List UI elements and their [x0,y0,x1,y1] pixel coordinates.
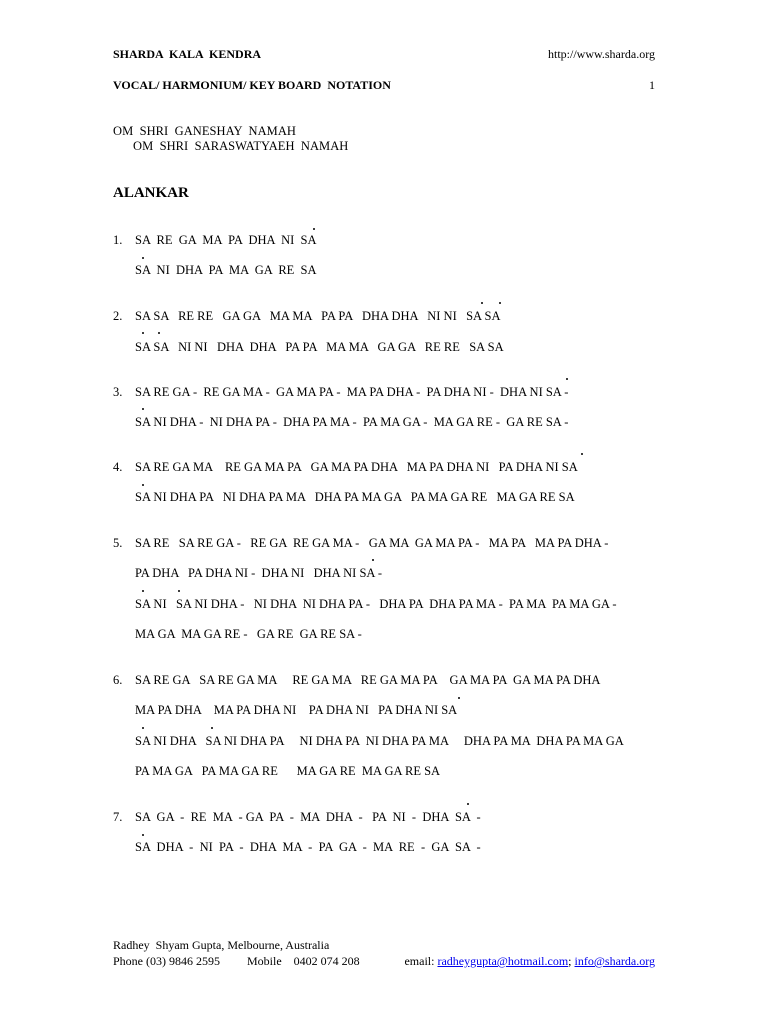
footer-author: Radhey Shyam Gupta, Melbourne, Australia [113,938,330,952]
email-label: email: [404,954,438,968]
document-subtitle: VOCAL/ HARMONIUM/ KEY BOARD NOTATION [113,78,391,92]
octave-dot [142,484,144,486]
octave-dot [581,453,583,455]
org-name: SHARDA KALA KENDRA [113,47,262,61]
octave-dot [142,834,144,836]
email-link-personal[interactable]: radheygupta@hotmail.com [437,954,569,968]
notation-line: SA RE SA RE GA - RE GA RE GA MA - GA MA GA MA PA - MA PA MA PA DHA - [135,536,609,550]
exercise-number: 6. [113,673,123,687]
octave-dot [142,727,144,729]
notation-line: SA NI SA NI DHA - NI DHA NI DHA PA - DHA PA DHA PA MA - PA MA PA MA GA - [135,597,617,611]
notation-line: PA MA GA PA MA GA RE MA GA RE MA GA RE SA [135,764,441,778]
footer-email [404,954,655,969]
invocation-line-1: OM SHRI GANESHAY NAMAH [113,124,296,138]
notation-line: SA RE GA MA RE GA MA PA GA MA PA DHA MA PA DHA NI PA DHA NI SA [135,460,578,474]
email-link-info[interactable]: info@sharda.org [574,954,655,968]
email-separator: ; [568,954,575,968]
octave-dot [178,590,180,592]
notation-line: SA RE GA MA PA DHA NI SA [135,233,317,247]
notation-line: SA SA RE RE GA GA MA MA PA PA DHA DHA NI NI SA SA [135,309,501,323]
exercise-number: 4. [113,460,123,474]
notation-line: SA NI DHA PA NI DHA PA MA DHA PA MA GA PA MA GA RE MA GA RE SA [135,490,575,504]
exercise-number: 3. [113,385,123,399]
notation-line: SA SA NI NI DHA DHA PA PA MA MA GA GA RE RE SA SA [135,340,504,354]
exercise-number: 5. [113,536,123,550]
octave-dot [566,378,568,380]
octave-dot [481,302,483,304]
octave-dot [467,803,469,805]
notation-line: SA NI DHA PA MA GA RE SA [135,263,317,277]
exercise-number: 1. [113,233,123,247]
page-number: 1 [649,78,655,92]
octave-dot [313,228,315,230]
exercise-number: 7. [113,810,123,824]
invocation-line-2: OM SHRI SARASWATYAEH NAMAH [133,139,349,153]
section-title: ALANKAR [113,185,189,201]
exercise-number: 2. [113,309,123,323]
octave-dot [142,408,144,410]
octave-dot [142,257,144,259]
notation-line: SA GA - RE MA - GA PA - MA DHA - PA NI - DHA SA - [135,810,481,824]
notation-line: MA GA MA GA RE - GA RE GA RE SA - [135,627,362,641]
notation-line: SA DHA - NI PA - DHA MA - PA GA - MA RE - GA SA - [135,840,481,854]
notation-line: MA PA DHA MA PA DHA NI PA DHA NI PA DHA NI SA [135,703,458,717]
notation-line: SA NI DHA - NI DHA PA - DHA PA MA - PA MA GA - MA GA RE - GA RE SA - [135,415,569,429]
footer-mobile: Mobile 0402 074 208 [247,954,360,968]
octave-dot [142,590,144,592]
notation-line: PA DHA PA DHA NI - DHA NI DHA NI SA - [135,566,383,580]
octave-dot [458,697,460,699]
octave-dot [372,559,374,561]
org-url: http://www.sharda.org [548,47,655,61]
octave-dot [158,332,160,334]
octave-dot [211,727,213,729]
notation-line: SA RE GA - RE GA MA - GA MA PA - MA PA DHA - PA DHA NI - DHA NI SA - [135,385,569,399]
footer-phone: Phone (03) 9846 2595 [113,954,220,968]
notation-line: SA NI DHA SA NI DHA PA NI DHA PA NI DHA PA MA DHA PA MA DHA PA MA GA [135,734,624,748]
octave-dot [142,332,144,334]
notation-line: SA RE GA SA RE GA MA RE GA MA RE GA MA PA GA MA PA GA MA PA DHA [135,673,601,687]
octave-dot [499,302,501,304]
